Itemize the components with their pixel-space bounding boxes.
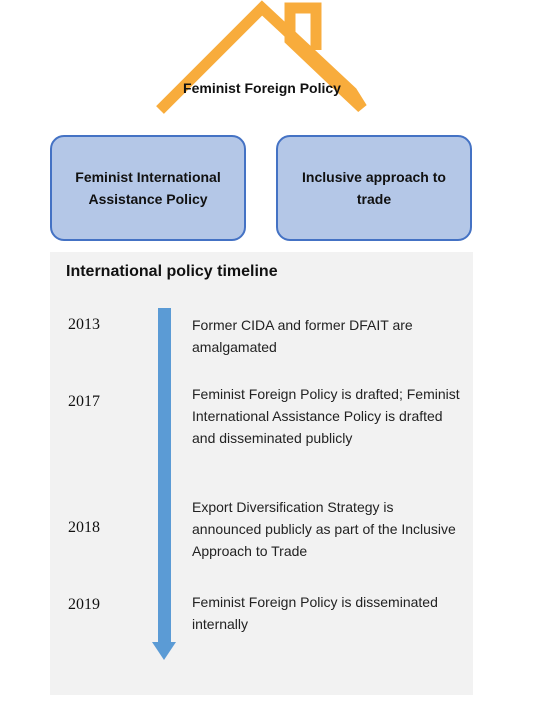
timeline-event-2019: Feminist Foreign Policy is disseminated internally: [192, 594, 438, 632]
timeline-year-2019: 2019: [68, 596, 100, 613]
timeline-arrow-head: [152, 642, 176, 660]
pillar-feminist-international-assistance-policy: [50, 135, 246, 241]
roof-title: Feminist Foreign Policy: [183, 80, 341, 96]
timeline-year-2018: 2018: [68, 519, 100, 536]
timeline-event-2018: Export Diversification Strategy is announced publicly as part of the Inclusive Approach to Trade: [192, 499, 456, 559]
timeline-panel: [50, 252, 473, 695]
timeline-year-2013: 2013: [68, 316, 100, 333]
pillar-inclusive-approach-to-trade: [276, 135, 472, 241]
timeline-arrow-shaft: [158, 308, 171, 644]
pillar-label: Inclusive approach to trade: [302, 169, 446, 207]
roof-shape: [0, 0, 534, 130]
timeline-event-2013: Former CIDA and former DFAIT are amalgamated: [192, 317, 413, 355]
pillar-label: Feminist International Assistance Policy: [75, 169, 221, 207]
timeline-heading: International policy timeline: [66, 263, 278, 280]
timeline-year-2017: 2017: [68, 393, 100, 410]
timeline-arrow: [152, 308, 176, 662]
timeline-event-2017: Feminist Foreign Policy is drafted; Feminist International Assistance Policy is drafted and disseminated publicly: [192, 386, 460, 446]
